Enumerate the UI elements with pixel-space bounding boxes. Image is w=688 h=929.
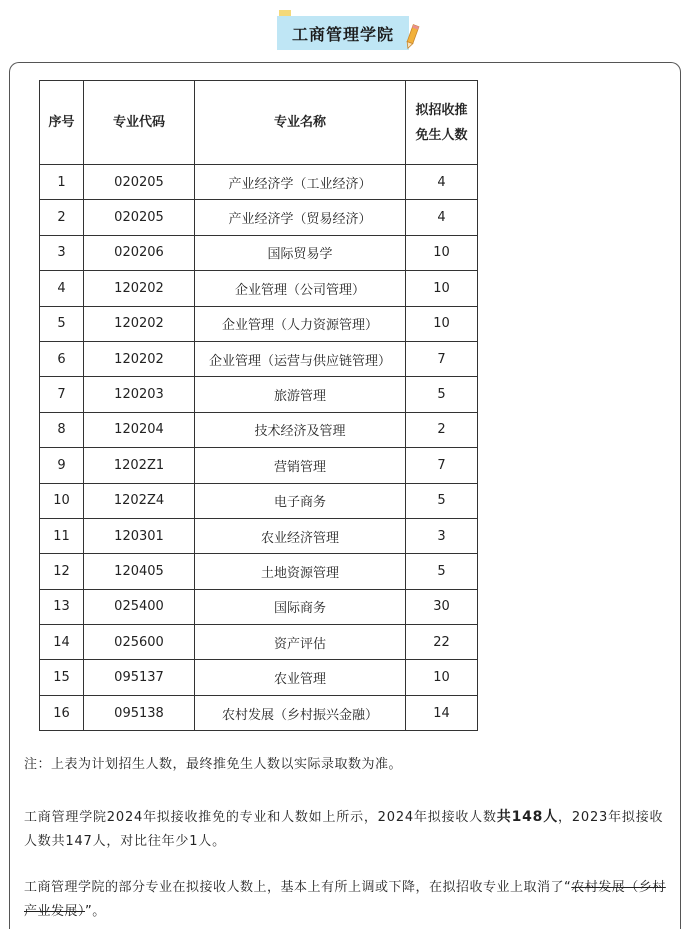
header-count-line1: 拟招收推 <box>415 102 468 118</box>
table-row <box>40 200 478 235</box>
table-row <box>40 695 478 730</box>
pencil-icon <box>404 24 420 50</box>
cell-code: 020206 <box>84 235 195 270</box>
table-row <box>40 271 478 306</box>
cell-no: 16 <box>40 695 84 730</box>
cell-count: 10 <box>406 271 478 306</box>
cell-code: 120203 <box>84 377 195 412</box>
table-row <box>40 625 478 660</box>
cell-name: 农业管理 <box>195 660 406 695</box>
cell-count: 10 <box>406 660 478 695</box>
cell-code: 120202 <box>84 341 195 376</box>
cell-no: 6 <box>40 341 84 376</box>
cell-code: 095138 <box>84 695 195 730</box>
table-row <box>40 448 478 483</box>
cell-no: 15 <box>40 660 84 695</box>
cell-name: 土地资源管理 <box>195 554 406 589</box>
cell-count: 10 <box>406 306 478 341</box>
cell-code: 120202 <box>84 271 195 306</box>
cancelled-major: 农村发展（乡村产业发展） <box>24 880 666 919</box>
cell-code: 095137 <box>84 660 195 695</box>
cell-no: 4 <box>40 271 84 306</box>
table-row <box>40 306 478 341</box>
cell-no: 5 <box>40 306 84 341</box>
cell-count: 7 <box>406 448 478 483</box>
cell-name: 产业经济学（工业经济） <box>195 165 406 200</box>
summary-paragraph <box>24 805 669 854</box>
table-row <box>40 412 478 447</box>
cell-name: 产业经济学（贸易经济） <box>195 200 406 235</box>
table-row <box>40 165 478 200</box>
cell-count: 2 <box>406 412 478 447</box>
cell-no: 7 <box>40 377 84 412</box>
table-row <box>40 235 478 270</box>
summary-text-1: 工商管理学院2024年拟接收推免的专业和人数如上所示，2024年拟接收人数 <box>24 810 497 825</box>
change-text: 工商管理学院的部分专业在拟接收人数上，基本上有所上调或下降，在拟招收专业上取消了 <box>24 880 565 895</box>
cell-count: 14 <box>406 695 478 730</box>
cell-name: 技术经济及管理 <box>195 412 406 447</box>
cell-name: 企业管理（运营与供应链管理） <box>195 341 406 376</box>
cell-name: 资产评估 <box>195 625 406 660</box>
cell-name: 营销管理 <box>195 448 406 483</box>
cell-name: 企业管理（人力资源管理） <box>195 306 406 341</box>
cell-no: 10 <box>40 483 84 518</box>
cell-count: 22 <box>406 625 478 660</box>
cell-count: 3 <box>406 518 478 553</box>
header-code: 专业代码 <box>84 81 195 165</box>
cell-no: 11 <box>40 518 84 553</box>
table-row <box>40 341 478 376</box>
cell-no: 2 <box>40 200 84 235</box>
cell-count: 4 <box>406 200 478 235</box>
cell-name: 农业经济管理 <box>195 518 406 553</box>
table-row <box>40 483 478 518</box>
cell-count: 4 <box>406 165 478 200</box>
table-row <box>40 589 478 624</box>
cell-code: 025600 <box>84 625 195 660</box>
cell-code: 020205 <box>84 165 195 200</box>
cell-name: 企业管理（公司管理） <box>195 271 406 306</box>
cell-no: 1 <box>40 165 84 200</box>
cell-count: 5 <box>406 483 478 518</box>
header-count-line2: 免生人数 <box>415 127 468 143</box>
cell-count: 5 <box>406 377 478 412</box>
cell-count: 5 <box>406 554 478 589</box>
summary-total-bold: 共148人 <box>496 809 559 825</box>
cell-no: 14 <box>40 625 84 660</box>
table-row <box>40 377 478 412</box>
cell-count: 10 <box>406 235 478 270</box>
table-row <box>40 660 478 695</box>
header-count <box>406 81 478 165</box>
table-header-row <box>40 81 478 165</box>
quote-open: “ <box>564 880 572 895</box>
cell-no: 12 <box>40 554 84 589</box>
cell-count: 7 <box>406 341 478 376</box>
change-paragraph <box>24 876 669 924</box>
header-no: 序号 <box>40 81 84 165</box>
cell-code: 1202Z1 <box>84 448 195 483</box>
cell-code: 120204 <box>84 412 195 447</box>
majors-table <box>39 80 478 731</box>
summary-text-2: ，2023年拟接收人数共147人，对比往年少1人。 <box>24 810 664 849</box>
section-header <box>0 10 688 56</box>
cell-code: 120202 <box>84 306 195 341</box>
header-name: 专业名称 <box>195 81 406 165</box>
table-note: 注：上表为计划招生人数，最终推免生人数以实际录取数为准。 <box>24 757 403 772</box>
table-row <box>40 554 478 589</box>
cell-name: 电子商务 <box>195 483 406 518</box>
table-row <box>40 518 478 553</box>
cell-no: 9 <box>40 448 84 483</box>
cell-code: 025400 <box>84 589 195 624</box>
cell-code: 120405 <box>84 554 195 589</box>
cell-no: 13 <box>40 589 84 624</box>
page-title: 工商管理学院 <box>277 16 409 50</box>
cell-code: 020205 <box>84 200 195 235</box>
cell-name: 国际贸易学 <box>195 235 406 270</box>
cell-name: 农村发展（乡村振兴金融） <box>195 695 406 730</box>
cell-no: 8 <box>40 412 84 447</box>
cell-code: 120301 <box>84 518 195 553</box>
cell-count: 30 <box>406 589 478 624</box>
cell-code: 1202Z4 <box>84 483 195 518</box>
cell-no: 3 <box>40 235 84 270</box>
cell-name: 旅游管理 <box>195 377 406 412</box>
quote-close: ”。 <box>85 904 106 919</box>
cell-name: 国际商务 <box>195 589 406 624</box>
